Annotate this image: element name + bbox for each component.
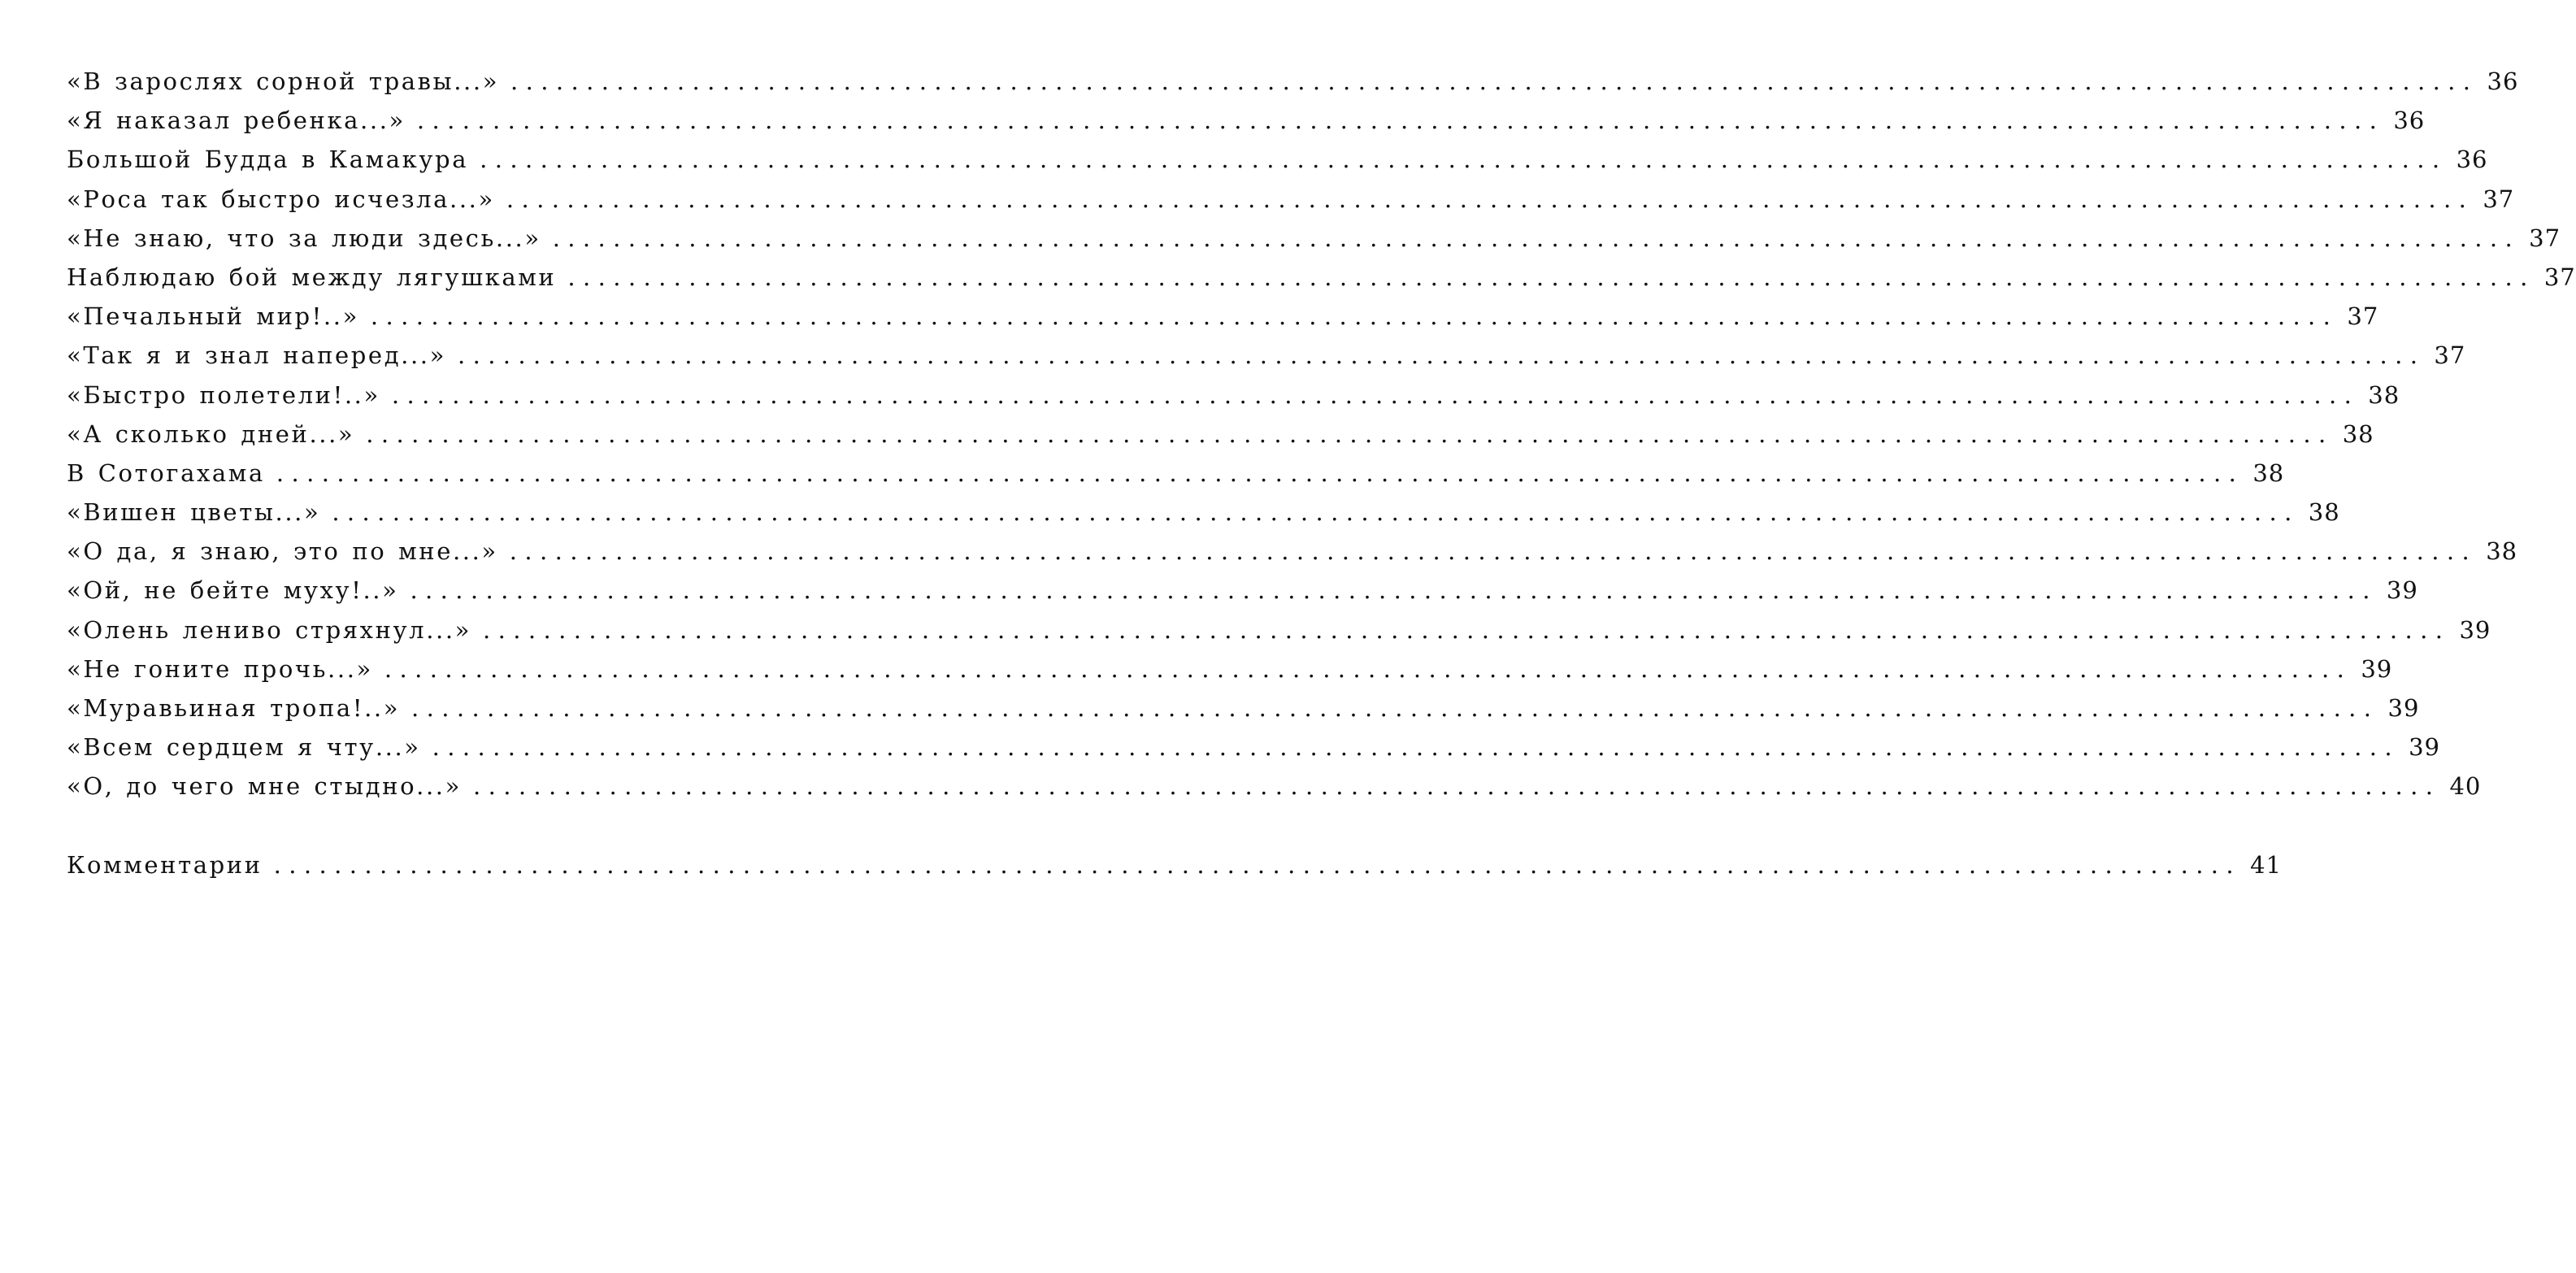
entry-page-number: 36 [2487,67,2519,95]
dot-leader: .................................................................................................................................. [276,458,2244,487]
entry-page-number: 39 [2409,733,2441,762]
dot-leader: .................................................................................................................................. [391,380,2360,409]
entry-page-number: 38 [2308,498,2340,527]
entry-page-number: 38 [2486,537,2518,566]
toc-entry[interactable] [67,689,2420,728]
entry-page-number: 37 [2434,341,2466,370]
entry-page-number: 38 [2252,458,2285,487]
entry-page-number: 38 [2368,380,2400,409]
toc-entry[interactable] [67,297,2379,336]
dot-leader: .................................................................................................................................. [510,67,2478,95]
dot-leader: .................................................................................................................................. [366,419,2334,448]
section-spacer [67,806,761,845]
entry-title: «Я наказал ребенка...» [67,106,406,135]
entry-page-number: 36 [2456,146,2488,174]
dot-leader: .................................................................................................................................. [457,341,2426,370]
table-of-contents [67,62,2576,884]
entry-title: «О, до чего мне стыдно...» [67,772,462,801]
toc-entry[interactable] [67,493,2340,532]
entry-page-number: 39 [2387,694,2420,722]
dot-leader: .................................................................................................................................. [552,224,2521,252]
entry-title: «Быстро полетели!..» [67,380,380,409]
entry-page-number: 39 [2361,654,2393,683]
entry-page-number: 39 [2386,576,2418,605]
entry-title: «А сколько дней...» [67,419,355,448]
dot-leader: .................................................................................................................................. [416,106,2385,135]
toc-entry[interactable] [67,180,2515,219]
dot-leader: .................................................................................................................................. [472,772,2441,801]
entry-title: «О да, я знаю, это по мне...» [67,537,498,566]
entry-title: Комментарии [67,850,263,879]
entry-title: В Сотогахама [67,458,265,487]
toc-entry[interactable] [67,376,2400,415]
toc-entry[interactable] [67,415,2374,454]
dot-leader: .................................................................................................................................. [273,850,2242,879]
entry-page-number: 37 [2529,224,2561,252]
entry-title: «Не знаю, что за люди здесь...» [67,224,541,252]
dot-leader: .................................................................................................................................. [432,733,2400,762]
toc-entry[interactable] [67,571,2418,610]
entry-title: «Вишен цветы...» [67,498,321,527]
entry-page-number: 37 [2483,185,2515,213]
toc-entry[interactable] [67,610,2491,650]
dot-leader: .................................................................................................................................. [567,263,2535,291]
dot-leader: .................................................................................................................................. [483,615,2451,644]
toc-entry[interactable] [67,219,2561,258]
entry-title: «Всем сердцем я чту...» [67,733,421,762]
dot-leader: .................................................................................................................................. [384,654,2352,683]
toc-entry[interactable] [67,258,2576,297]
toc-entry[interactable] [67,336,2466,375]
toc-entry[interactable] [67,728,2441,767]
dot-leader: .................................................................................................................................. [332,498,2300,527]
entry-page-number: 37 [2347,302,2379,331]
entry-title: «Не гоните прочь...» [67,654,373,683]
toc-entry-comments[interactable] [67,845,2283,884]
dot-leader: .................................................................................................................................. [370,302,2339,331]
dot-leader: .................................................................................................................................. [410,576,2378,605]
toc-entry[interactable] [67,767,2482,806]
toc-entry[interactable] [67,101,2426,140]
dot-leader: .................................................................................................................................. [509,537,2478,566]
dot-leader: .................................................................................................................................. [480,146,2448,174]
dot-leader: .................................................................................................................................. [506,185,2474,213]
entry-page-number: 39 [2459,615,2491,644]
toc-entry[interactable] [67,62,2519,101]
entry-page-number: 41 [2250,850,2283,879]
dot-leader: .................................................................................................................................. [411,694,2379,722]
entry-title: «Муравьиная тропа!..» [67,694,401,722]
entry-title: «Роса так быстро исчезла...» [67,185,495,213]
entry-page-number: 38 [2342,419,2374,448]
toc-entry[interactable] [67,650,2393,689]
entry-page-number: 37 [2543,263,2576,291]
toc-entry[interactable] [67,532,2518,571]
entry-title: «Печальный мир!..» [67,302,359,331]
entry-title: «Ой, не бейте муху!..» [67,576,399,605]
toc-entry[interactable] [67,454,2285,493]
entry-title: «В зарослях сорной травы...» [67,67,500,95]
entry-title: «Так я и знал наперед...» [67,341,446,370]
entry-page-number: 36 [2393,106,2426,135]
entry-page-number: 40 [2449,772,2482,801]
entry-title: «Олень лениво стряхнул...» [67,615,471,644]
entry-title: Большой Будда в Камакура [67,146,469,174]
entry-title: Наблюдаю бой между лягушками [67,263,557,291]
toc-entry[interactable] [67,140,2488,179]
